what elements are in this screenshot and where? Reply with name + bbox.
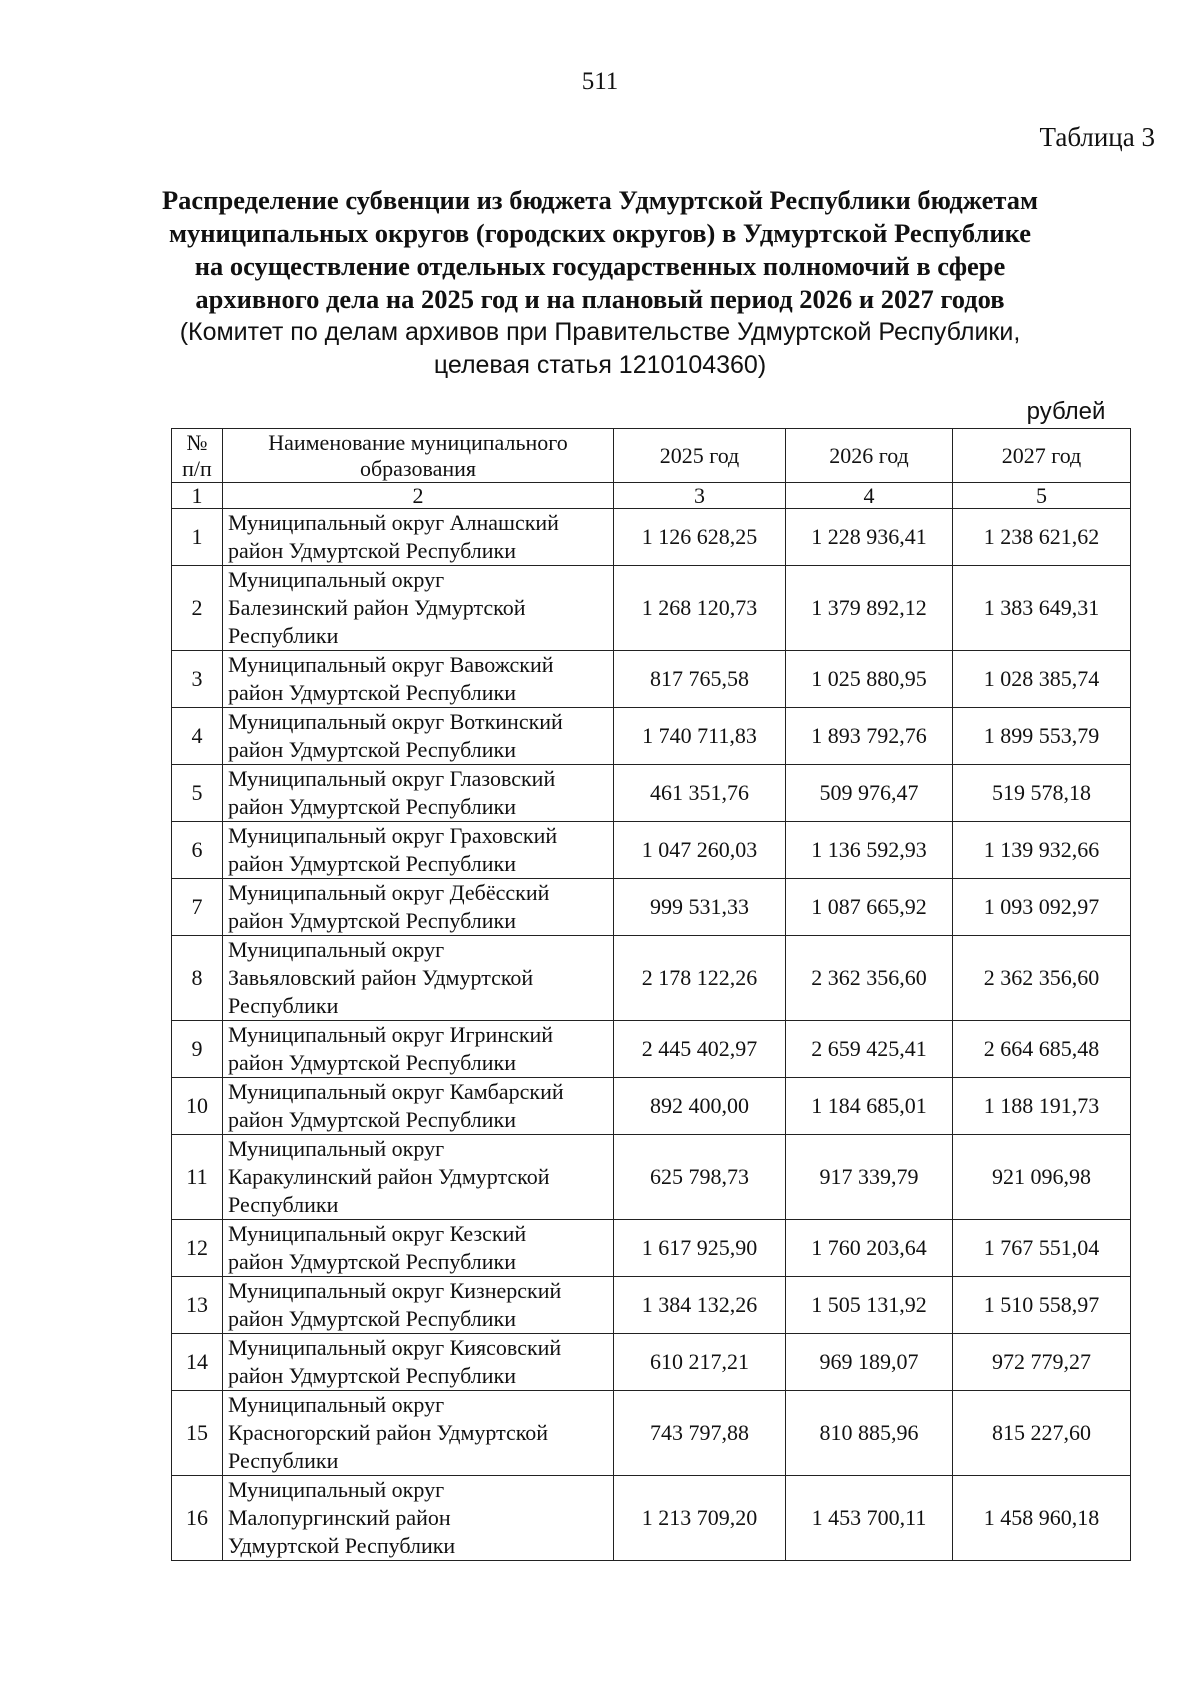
municipality-name-line: Республики bbox=[228, 993, 339, 1018]
municipality-name-line: район Удмуртской Республики bbox=[228, 1050, 516, 1075]
municipality-name bbox=[223, 1334, 614, 1391]
municipality-name-line: Муниципальный округ Вавожский bbox=[228, 652, 554, 677]
value-2027: 1 188 191,73 bbox=[953, 1078, 1131, 1135]
row-number: 10 bbox=[172, 1078, 223, 1135]
value-2026: 1 184 685,01 bbox=[786, 1078, 953, 1135]
table-row bbox=[172, 879, 1131, 936]
value-2027: 1 767 551,04 bbox=[953, 1220, 1131, 1277]
value-2026: 1 453 700,11 bbox=[786, 1476, 953, 1561]
value-2025: 1 740 711,83 bbox=[614, 708, 786, 765]
value-2027: 1 093 092,97 bbox=[953, 879, 1131, 936]
municipality-name-line: Муниципальный округ bbox=[228, 937, 445, 962]
table-row bbox=[172, 651, 1131, 708]
municipality-name-line: Муниципальный округ Дебёсский bbox=[228, 880, 550, 905]
municipality-name-line: Муниципальный округ Игринский bbox=[228, 1022, 554, 1047]
value-2025: 1 047 260,03 bbox=[614, 822, 786, 879]
row-number: 15 bbox=[172, 1391, 223, 1476]
municipality-name-line: Каракулинский район Удмуртской bbox=[228, 1164, 550, 1189]
value-2026: 1 136 592,93 bbox=[786, 822, 953, 879]
value-2025: 817 765,58 bbox=[614, 651, 786, 708]
table-row bbox=[172, 822, 1131, 879]
value-2026: 969 189,07 bbox=[786, 1334, 953, 1391]
value-2026: 509 976,47 bbox=[786, 765, 953, 822]
municipality-name bbox=[223, 1277, 614, 1334]
municipality-name-line: район Удмуртской Республики bbox=[228, 538, 516, 563]
municipality-name bbox=[223, 879, 614, 936]
value-2025: 2 445 402,97 bbox=[614, 1021, 786, 1078]
row-number: 11 bbox=[172, 1135, 223, 1220]
table-row bbox=[172, 708, 1131, 765]
subtitle-line: целевая статья 1210104360) bbox=[433, 351, 767, 379]
value-2026: 1 505 131,92 bbox=[786, 1277, 953, 1334]
value-2027: 1 899 553,79 bbox=[953, 708, 1131, 765]
value-2026: 2 362 356,60 bbox=[786, 936, 953, 1021]
value-2025: 1 384 132,26 bbox=[614, 1277, 786, 1334]
row-number: 3 bbox=[172, 651, 223, 708]
municipality-name-line: Балезинский район Удмуртской bbox=[228, 595, 526, 620]
table-row bbox=[172, 1078, 1131, 1135]
page-number: 511 bbox=[581, 68, 619, 95]
municipality-name-line: Республики bbox=[228, 1192, 339, 1217]
row-number: 13 bbox=[172, 1277, 223, 1334]
municipality-name-line: Муниципальный округ bbox=[228, 567, 445, 592]
value-2027: 1 028 385,74 bbox=[953, 651, 1131, 708]
table-row bbox=[172, 566, 1131, 651]
value-2027: 921 096,98 bbox=[953, 1135, 1131, 1220]
table-row bbox=[172, 765, 1131, 822]
header-num-line1: № bbox=[186, 429, 208, 455]
value-2026: 810 885,96 bbox=[786, 1391, 953, 1476]
document-subtitle bbox=[0, 316, 1200, 382]
value-2026: 1 228 936,41 bbox=[786, 509, 953, 566]
value-2025: 1 126 628,25 bbox=[614, 509, 786, 566]
municipality-name bbox=[223, 1476, 614, 1561]
municipality-name-line: Республики bbox=[228, 1448, 339, 1473]
table-row bbox=[172, 509, 1131, 566]
value-2027: 519 578,18 bbox=[953, 765, 1131, 822]
municipality-name bbox=[223, 1135, 614, 1220]
municipality-name-line: Муниципальный округ Кезский bbox=[228, 1221, 527, 1246]
municipality-name-line: Удмуртской Республики bbox=[228, 1533, 456, 1558]
municipality-name bbox=[223, 651, 614, 708]
municipality-name-line: Муниципальный округ Воткинский bbox=[228, 709, 563, 734]
value-2027: 815 227,60 bbox=[953, 1391, 1131, 1476]
value-2027: 1 238 621,62 bbox=[953, 509, 1131, 566]
value-2025: 1 268 120,73 bbox=[614, 566, 786, 651]
table-label: Таблица 3 bbox=[1039, 122, 1155, 152]
value-2025: 1 617 925,90 bbox=[614, 1220, 786, 1277]
column-number: 3 bbox=[614, 483, 786, 509]
title-line: на осуществление отдельных государственных полномочий в сфере bbox=[194, 251, 1006, 281]
municipality-name-line: район Удмуртской Республики bbox=[228, 1107, 516, 1132]
title-line: муниципальных округов (городских округов) в Удмуртской Республике bbox=[168, 218, 1032, 248]
value-2025: 743 797,88 bbox=[614, 1391, 786, 1476]
value-2026: 917 339,79 bbox=[786, 1135, 953, 1220]
value-2025: 999 531,33 bbox=[614, 879, 786, 936]
column-number: 5 bbox=[953, 483, 1131, 509]
title-line: архивного дела на 2025 год и на плановый период 2026 и 2027 годов bbox=[195, 284, 1005, 314]
value-2026: 2 659 425,41 bbox=[786, 1021, 953, 1078]
row-number: 9 bbox=[172, 1021, 223, 1078]
table-row bbox=[172, 1334, 1131, 1391]
municipality-name-line: Красногорский район Удмуртской bbox=[228, 1420, 549, 1445]
value-2027: 1 458 960,18 bbox=[953, 1476, 1131, 1561]
value-2027: 2 664 685,48 bbox=[953, 1021, 1131, 1078]
value-2025: 625 798,73 bbox=[614, 1135, 786, 1220]
value-2027: 2 362 356,60 bbox=[953, 936, 1131, 1021]
column-number: 1 bbox=[172, 483, 223, 509]
header-2025: 2025 год bbox=[614, 429, 786, 483]
municipality-name-line: район Удмуртской Республики bbox=[228, 737, 516, 762]
municipality-name-line: Республики bbox=[228, 623, 339, 648]
municipality-name-line: Завьяловский район Удмуртской bbox=[228, 965, 534, 990]
municipality-name-line: район Удмуртской Республики bbox=[228, 1306, 516, 1331]
subvention-table bbox=[171, 428, 1131, 1561]
row-number: 16 bbox=[172, 1476, 223, 1561]
document-title bbox=[0, 184, 1200, 316]
row-number: 1 bbox=[172, 509, 223, 566]
value-2025: 461 351,76 bbox=[614, 765, 786, 822]
municipality-name bbox=[223, 1078, 614, 1135]
row-number: 7 bbox=[172, 879, 223, 936]
value-2026: 1 087 665,92 bbox=[786, 879, 953, 936]
value-2025: 610 217,21 bbox=[614, 1334, 786, 1391]
municipality-name-line: Муниципальный округ bbox=[228, 1477, 445, 1502]
municipality-name-line: Муниципальный округ bbox=[228, 1136, 445, 1161]
table-row bbox=[172, 1277, 1131, 1334]
value-2027: 972 779,27 bbox=[953, 1334, 1131, 1391]
row-number: 14 bbox=[172, 1334, 223, 1391]
municipality-name bbox=[223, 708, 614, 765]
header-name: Наименование муниципального образования bbox=[223, 429, 614, 483]
table-row bbox=[172, 1021, 1131, 1078]
table-header-row bbox=[172, 429, 1131, 483]
municipality-name bbox=[223, 822, 614, 879]
column-number: 4 bbox=[786, 483, 953, 509]
municipality-name-line: район Удмуртской Республики bbox=[228, 908, 516, 933]
table-row bbox=[172, 1220, 1131, 1277]
municipality-name bbox=[223, 509, 614, 566]
municipality-name-line: район Удмуртской Республики bbox=[228, 794, 516, 819]
value-2027: 1 510 558,97 bbox=[953, 1277, 1131, 1334]
header-num bbox=[172, 429, 223, 483]
municipality-name-line: Муниципальный округ Граховский bbox=[228, 823, 558, 848]
municipality-name-line: район Удмуртской Республики bbox=[228, 851, 516, 876]
municipality-name bbox=[223, 1391, 614, 1476]
column-number-row bbox=[172, 483, 1131, 509]
row-number: 4 bbox=[172, 708, 223, 765]
column-number: 2 bbox=[223, 483, 614, 509]
value-2026: 1 760 203,64 bbox=[786, 1220, 953, 1277]
table-row bbox=[172, 936, 1131, 1021]
header-2027: 2027 год bbox=[953, 429, 1131, 483]
municipality-name bbox=[223, 936, 614, 1021]
municipality-name-line: район Удмуртской Республики bbox=[228, 680, 516, 705]
units-label: рублей bbox=[1026, 398, 1106, 425]
municipality-name-line: район Удмуртской Республики bbox=[228, 1249, 516, 1274]
municipality-name-line: Муниципальный округ Кизнерский bbox=[228, 1278, 562, 1303]
row-number: 8 bbox=[172, 936, 223, 1021]
table-row bbox=[172, 1476, 1131, 1561]
municipality-name-line: Муниципальный округ bbox=[228, 1392, 445, 1417]
value-2027: 1 139 932,66 bbox=[953, 822, 1131, 879]
municipality-name bbox=[223, 566, 614, 651]
municipality-name bbox=[223, 765, 614, 822]
row-number: 12 bbox=[172, 1220, 223, 1277]
municipality-name-line: Малопургинский район bbox=[228, 1505, 451, 1530]
row-number: 6 bbox=[172, 822, 223, 879]
municipality-name-line: Муниципальный округ Глазовский bbox=[228, 766, 556, 791]
table-body bbox=[172, 509, 1131, 1561]
title-line: Распределение субвенции из бюджета Удмуртской Республики бюджетам bbox=[161, 185, 1038, 215]
value-2025: 2 178 122,26 bbox=[614, 936, 786, 1021]
subtitle-line: (Комитет по делам архивов при Правительстве Удмуртской Республики, bbox=[179, 318, 1021, 346]
value-2025: 892 400,00 bbox=[614, 1078, 786, 1135]
value-2027: 1 383 649,31 bbox=[953, 566, 1131, 651]
row-number: 2 bbox=[172, 566, 223, 651]
municipality-name-line: Муниципальный округ Камбарский bbox=[228, 1079, 564, 1104]
row-number: 5 bbox=[172, 765, 223, 822]
value-2026: 1 893 792,76 bbox=[786, 708, 953, 765]
municipality-name-line: район Удмуртской Республики bbox=[228, 1363, 516, 1388]
municipality-name-line: Муниципальный округ Киясовский bbox=[228, 1335, 562, 1360]
table-row bbox=[172, 1391, 1131, 1476]
municipality-name bbox=[223, 1021, 614, 1078]
header-num-line2: п/п bbox=[182, 455, 212, 481]
municipality-name-line: Муниципальный округ Алнашский bbox=[228, 510, 559, 535]
municipality-name bbox=[223, 1220, 614, 1277]
value-2025: 1 213 709,20 bbox=[614, 1476, 786, 1561]
header-2026: 2026 год bbox=[786, 429, 953, 483]
value-2026: 1 379 892,12 bbox=[786, 566, 953, 651]
value-2026: 1 025 880,95 bbox=[786, 651, 953, 708]
table-row bbox=[172, 1135, 1131, 1220]
